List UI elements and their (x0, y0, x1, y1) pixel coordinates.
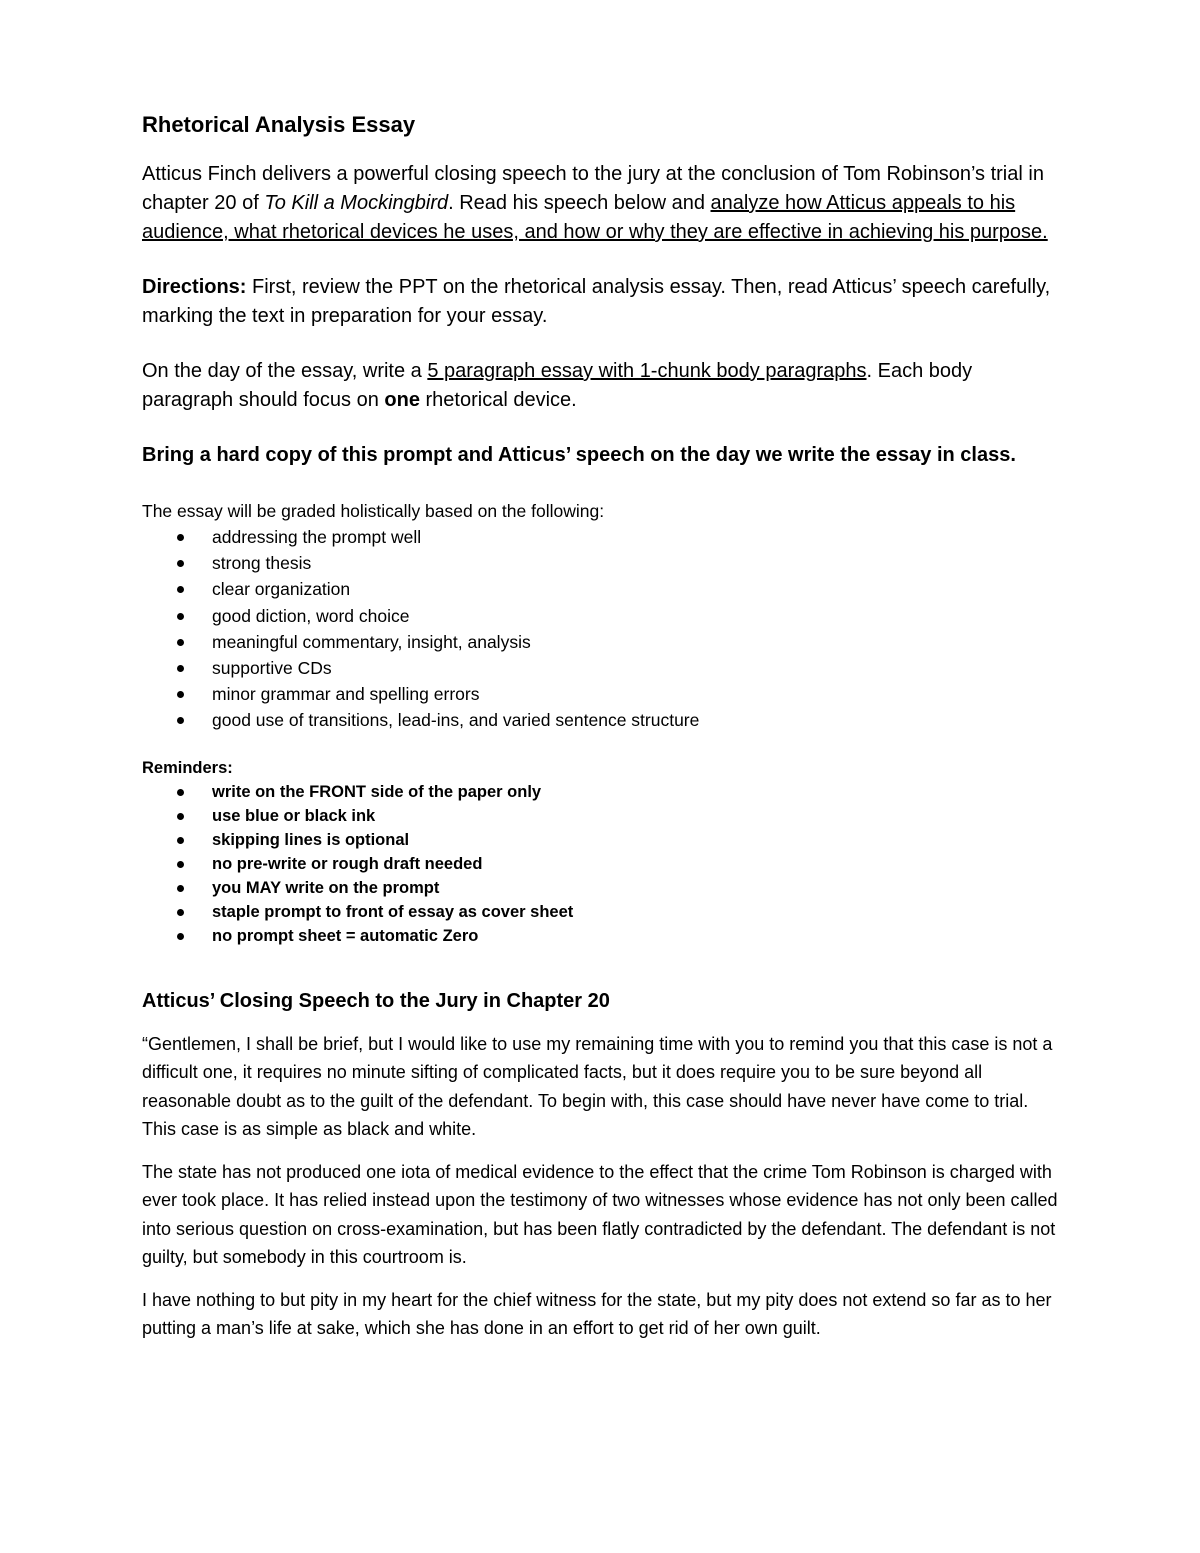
intro-text-2: . Read his speech below and (448, 192, 711, 214)
list-item: addressing the prompt well (142, 524, 1060, 550)
speech-paragraph: “Gentlemen, I shall be brief, but I would like to use my remaining time with you to remind you that this case is not a difficult one, it requires no minute sifting of complicated facts, but it does require you to be sure beyond all reasonable doubt as to the guilt of the defendant. To begin with, this case should have never have come to trial. This case is as simple as black and white. (142, 1033, 1053, 1140)
page-title: Rhetorical Analysis Essay (142, 112, 416, 137)
list-item: clear organization (142, 576, 1060, 602)
list-item: no pre-write or rough draft needed (142, 852, 1060, 876)
list-item: write on the FRONT side of the paper only (142, 780, 1060, 804)
list-item: strong thesis (142, 550, 1060, 576)
list-item: skipping lines is optional (142, 828, 1060, 852)
directions-text: First, review the PPT on the rhetorical analysis essay. Then, read Atticus’ speech carefully, marking the text in preparation for your essay. (142, 276, 1051, 327)
list-item: supportive CDs (142, 655, 1060, 681)
grading-criteria-list (142, 524, 1060, 734)
essay-day-text-1: On the day of the essay, write a (142, 360, 428, 382)
intro-text-1: Atticus Finch delivers a powerful closing speech to the jury at the conclusion of Tom Robinson’s trial in chapter 20 of (142, 163, 1044, 214)
book-title: To Kill a Mockingbird (264, 192, 449, 214)
document-page (142, 110, 1060, 1357)
speech-paragraph: I have nothing to but pity in my heart for the chief witness for the state, but my pity does not extend so far as to her putting a man’s life at sake, which she has done in an effort to get rid of her own guilt. (142, 1289, 1052, 1339)
reminders-list (142, 780, 1060, 948)
essay-day-paragraph (142, 357, 1060, 415)
essay-format: 5 paragraph essay with 1-chunk body paragraphs (427, 360, 867, 382)
essay-day-text-3: rhetorical device. (419, 389, 577, 411)
list-item: no prompt sheet = automatic Zero (142, 924, 1060, 948)
grading-lead: The essay will be graded holistically based on the following: (142, 501, 605, 521)
list-item: you MAY write on the prompt (142, 876, 1060, 900)
speech-title: Atticus’ Closing Speech to the Jury in Chapter 20 (142, 989, 610, 1012)
intro-paragraph (142, 160, 1060, 247)
speech-paragraph: The state has not produced one iota of medical evidence to the effect that the crime Tom Robinson is charged with ever took place. It has relied instead upon the testimony of two witnesses whose evidence has not only been called into serious question on cross-examination, but has been flatly contradicted by the defendant. The defendant is not guilty, but somebody in this courtroom is. (142, 1161, 1058, 1268)
list-item: good diction, word choice (142, 603, 1060, 629)
intro-task: analyze how Atticus appeals to his audience, what rhetorical devices he uses, and how or why they are effective in achieving his purpose. (142, 192, 1048, 243)
list-item: meaningful commentary, insight, analysis (142, 629, 1060, 655)
list-item: minor grammar and spelling errors (142, 681, 1060, 707)
directions-paragraph (142, 273, 1060, 331)
list-item: good use of transitions, lead-ins, and varied sentence structure (142, 707, 1060, 733)
bring-note: Bring a hard copy of this prompt and Atticus’ speech on the day we write the essay in class. (142, 444, 1016, 466)
essay-day-text-2: . Each body paragraph should focus on (142, 360, 973, 411)
list-item: use blue or black ink (142, 804, 1060, 828)
essay-day-emphasis: one (384, 389, 420, 411)
list-item: staple prompt to front of essay as cover sheet (142, 900, 1060, 924)
reminders-heading: Reminders: (142, 758, 233, 777)
directions-label: Directions: (142, 276, 247, 298)
